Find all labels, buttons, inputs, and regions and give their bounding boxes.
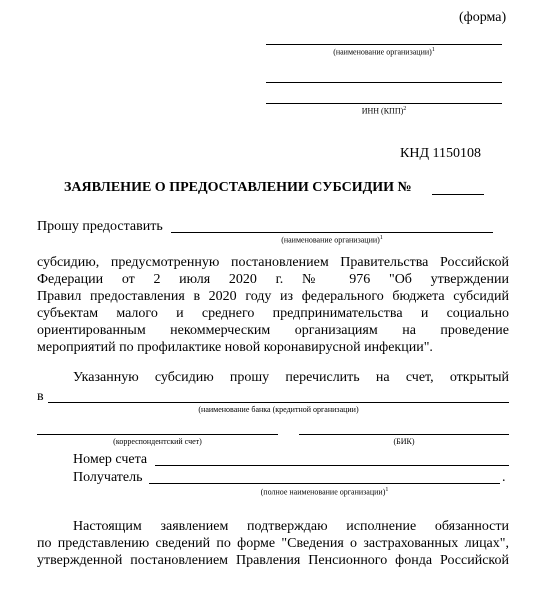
- bank-line: [48, 402, 509, 403]
- org-name-line: [266, 44, 502, 45]
- form-label: (форма): [459, 10, 507, 25]
- confirm-line: Настоящим заявлением подтверждаю исполнение обязанности: [73, 519, 509, 534]
- subsidy-line: Правил предоставления в 2020 году из федерального бюджета субсидий: [37, 289, 509, 304]
- transfer-text: Указанную субсидию прошу перечислить на счет, открытый: [73, 370, 509, 385]
- inn-caption: ИНН (КПП)$^2$: [361, 106, 407, 116]
- bik-caption: (БИК): [393, 437, 415, 446]
- recipient-line: [149, 483, 500, 484]
- account-label: Номер счета: [73, 452, 148, 467]
- document-title: ЗАЯВЛЕНИЕ О ПРЕДОСТАВЛЕНИИ СУБСИДИИ №: [64, 180, 412, 195]
- confirm-line: утвержденной постановлением Правления Пенсионного фонда Российской: [37, 553, 509, 568]
- bank-caption: (наименование банка (кредитной организации): [198, 405, 359, 414]
- account-line: [155, 465, 509, 466]
- subsidy-line: субъектам малого и среднего предпринимательства и социально: [37, 306, 509, 321]
- number-line: [432, 194, 484, 195]
- recipient-caption: (полное наименование организации)$^1$: [260, 487, 389, 497]
- subsidy-line: Федерации от 2 июля 2020 г. № 976 "Об утверждении: [37, 272, 509, 287]
- org-name-caption: (наименование организации)$^1$: [333, 47, 435, 57]
- corr-account-caption: (корреспондентский счет): [113, 437, 202, 446]
- confirm-paragraph: [37, 518, 509, 569]
- org-extra-line: [266, 82, 502, 83]
- subsidy-line: мероприятий по профилактике новой коронавирусной инфекции".: [37, 340, 433, 355]
- subsidy-paragraph: [37, 254, 509, 356]
- knd-code: КНД 1150108: [400, 146, 481, 161]
- corr-account-line: [37, 434, 278, 435]
- subsidy-line: ориентированным некоммерческим организациям на проведение: [37, 323, 509, 338]
- inn-line: [266, 103, 502, 104]
- recipient-period: .: [502, 470, 506, 485]
- recipient-label: Получатель: [73, 470, 143, 485]
- request-org-caption: (наименование организации)$^1$: [281, 235, 383, 245]
- confirm-line: по представлению сведений по форме "Сведения о застрахованных лицах",: [37, 536, 509, 551]
- subsidy-line: субсидию, предусмотренную постановлением Правительства Российской: [37, 255, 509, 270]
- request-org-line: [171, 232, 493, 233]
- bank-prefix: в: [37, 389, 44, 404]
- bik-line: [299, 434, 509, 435]
- request-label: Прошу предоставить: [37, 219, 163, 234]
